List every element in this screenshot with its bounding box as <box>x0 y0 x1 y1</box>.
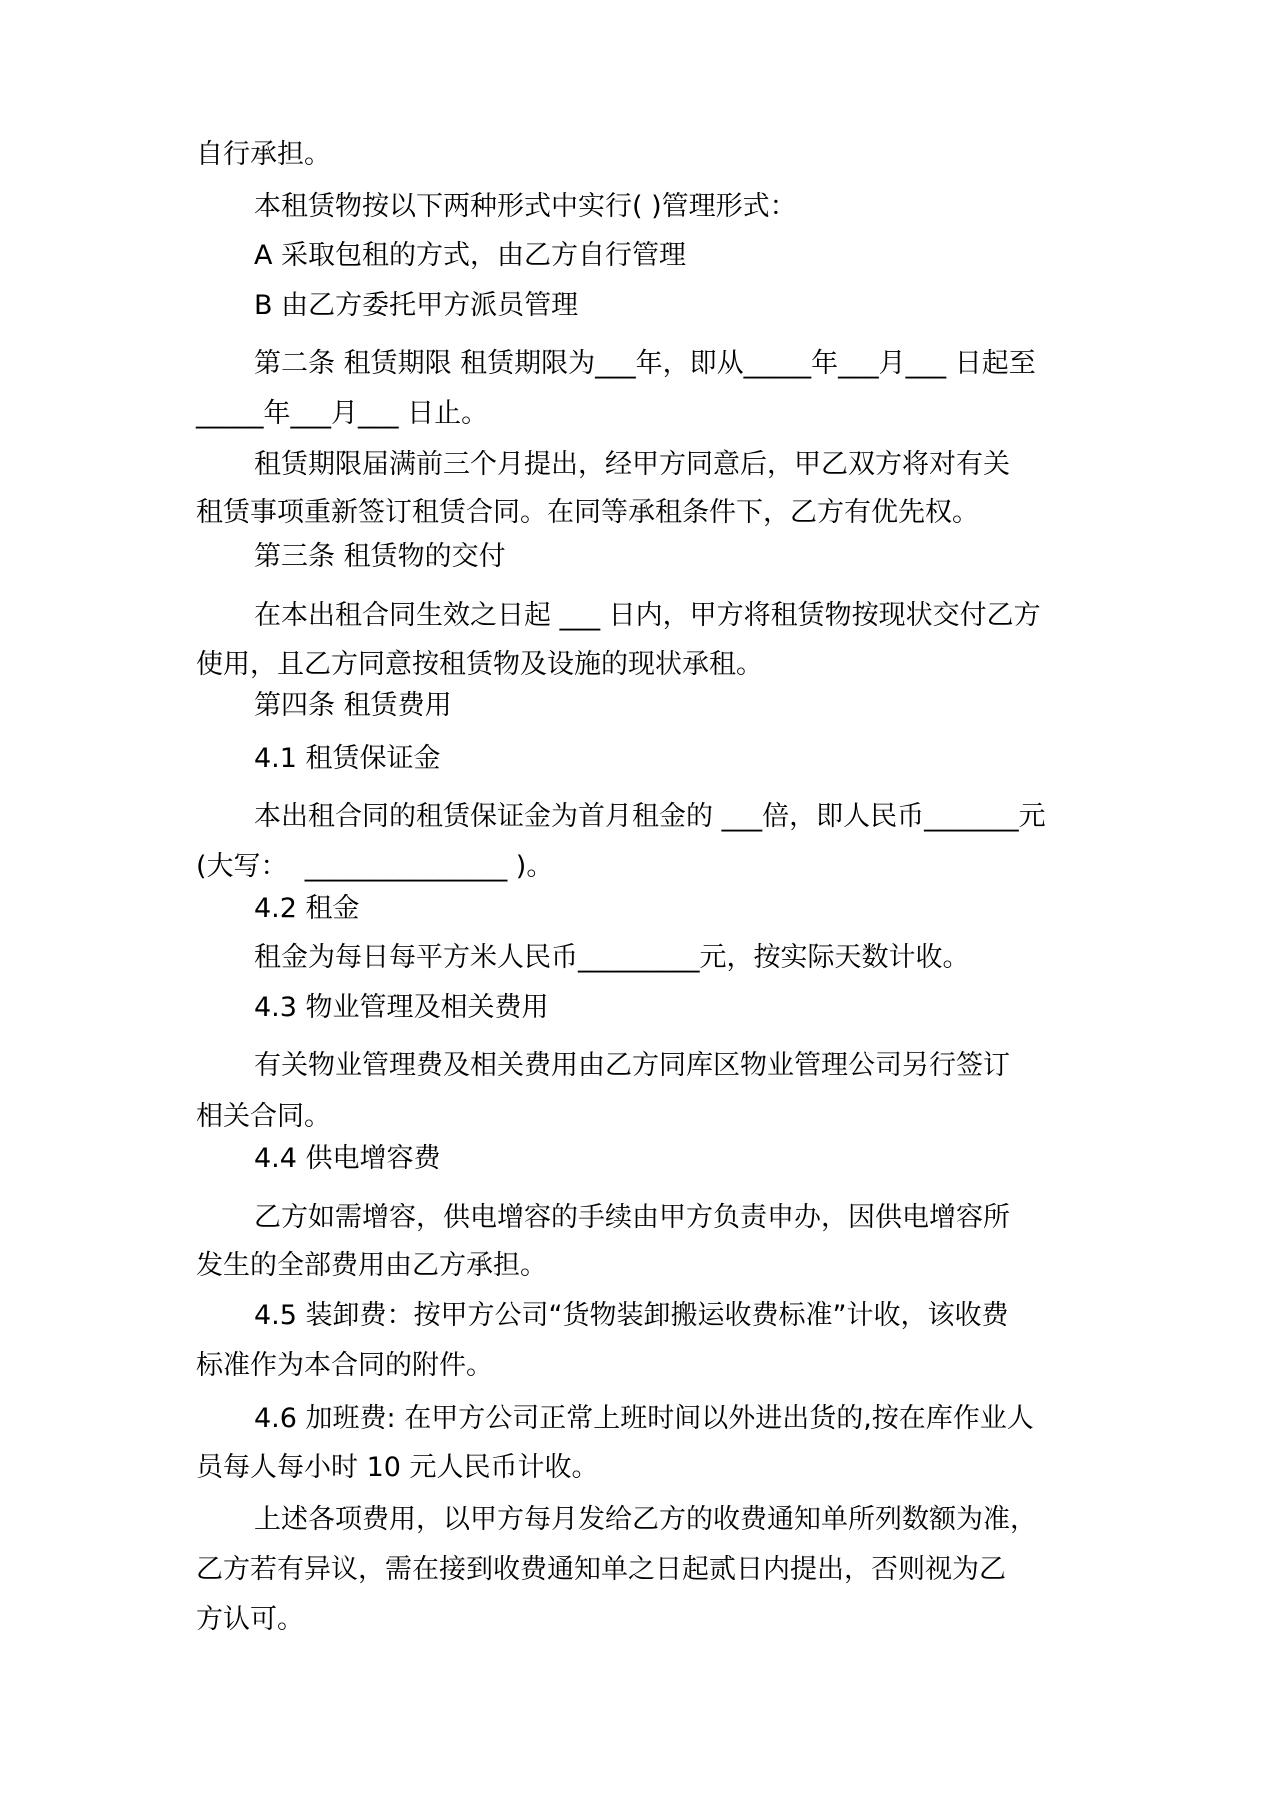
text-line: 租赁期限届满前三个月提出，经甲方同意后，甲乙双方将对有关 <box>254 449 1010 480</box>
text-line: _____年___月___ 日止。 <box>196 398 489 429</box>
text-line: 标准作为本合同的附件。 <box>196 1350 493 1381</box>
text-line: 员每人每小时 10 元人民币计收。 <box>196 1452 599 1483</box>
section-4-2-heading: 4.2 租金 <box>254 893 360 924</box>
article-3-heading: 第三条 租赁物的交付 <box>254 541 506 572</box>
text-line: 在本出租合同生效之日起 ___ 日内，甲方将租赁物按现状交付乙方 <box>254 600 1041 631</box>
text-line: 方认可。 <box>196 1604 304 1635</box>
text-line: 使用，且乙方同意按租赁物及设施的现状承租。 <box>196 649 763 680</box>
text-line: 有关物业管理费及相关费用由乙方同库区物业管理公司另行签订 <box>254 1050 1010 1081</box>
text-line: 相关合同。 <box>196 1101 331 1132</box>
text-line: 本租赁物按以下两种形式中实行( )管理形式： <box>254 191 797 222</box>
text-line: 本出租合同的租赁保证金为首月租金的 ___倍，即人民币_______元 <box>254 801 1046 832</box>
text-line: 租赁事项重新签订租赁合同。在同等承租条件下，乙方有优先权。 <box>196 497 979 528</box>
option-b-line: B 由乙方委托甲方派员管理 <box>254 290 579 321</box>
text-line: 乙方如需增容，供电增容的手续由甲方负责申办，因供电增容所 <box>254 1202 1010 1233</box>
text-line: 发生的全部费用由乙方承担。 <box>196 1250 547 1281</box>
section-4-6-line: 4.6 加班费: 在甲方公司正常上班时间以外进出货的,按在库作业人 <box>254 1403 1034 1434</box>
option-a-line: A 采取包租的方式，由乙方自行管理 <box>254 240 687 271</box>
text-line: 上述各项费用，以甲方每月发给乙方的收费通知单所列数额为准， <box>254 1504 1037 1535</box>
article-4-heading: 第四条 租赁费用 <box>254 690 452 721</box>
text-line: (大写： _______________ )。 <box>196 851 554 882</box>
section-4-1-heading: 4.1 租赁保证金 <box>254 743 441 774</box>
section-4-5-line: 4.5 装卸费：按甲方公司“货物装卸搬运收费标准”计收，该收费 <box>254 1300 1009 1331</box>
article-2-heading: 第二条 租赁期限 租赁期限为___年，即从_____年___月___ 日起至 <box>254 348 1036 379</box>
text-line: 自行承担。 <box>196 139 331 170</box>
text-line: 乙方若有异议，需在接到收费通知单之日起贰日内提出，否则视为乙 <box>196 1554 1006 1585</box>
section-4-3-heading: 4.3 物业管理及相关费用 <box>254 992 549 1023</box>
text-line: 租金为每日每平方米人民币_________元，按实际天数计收。 <box>254 942 970 973</box>
section-4-4-heading: 4.4 供电增容费 <box>254 1143 441 1174</box>
